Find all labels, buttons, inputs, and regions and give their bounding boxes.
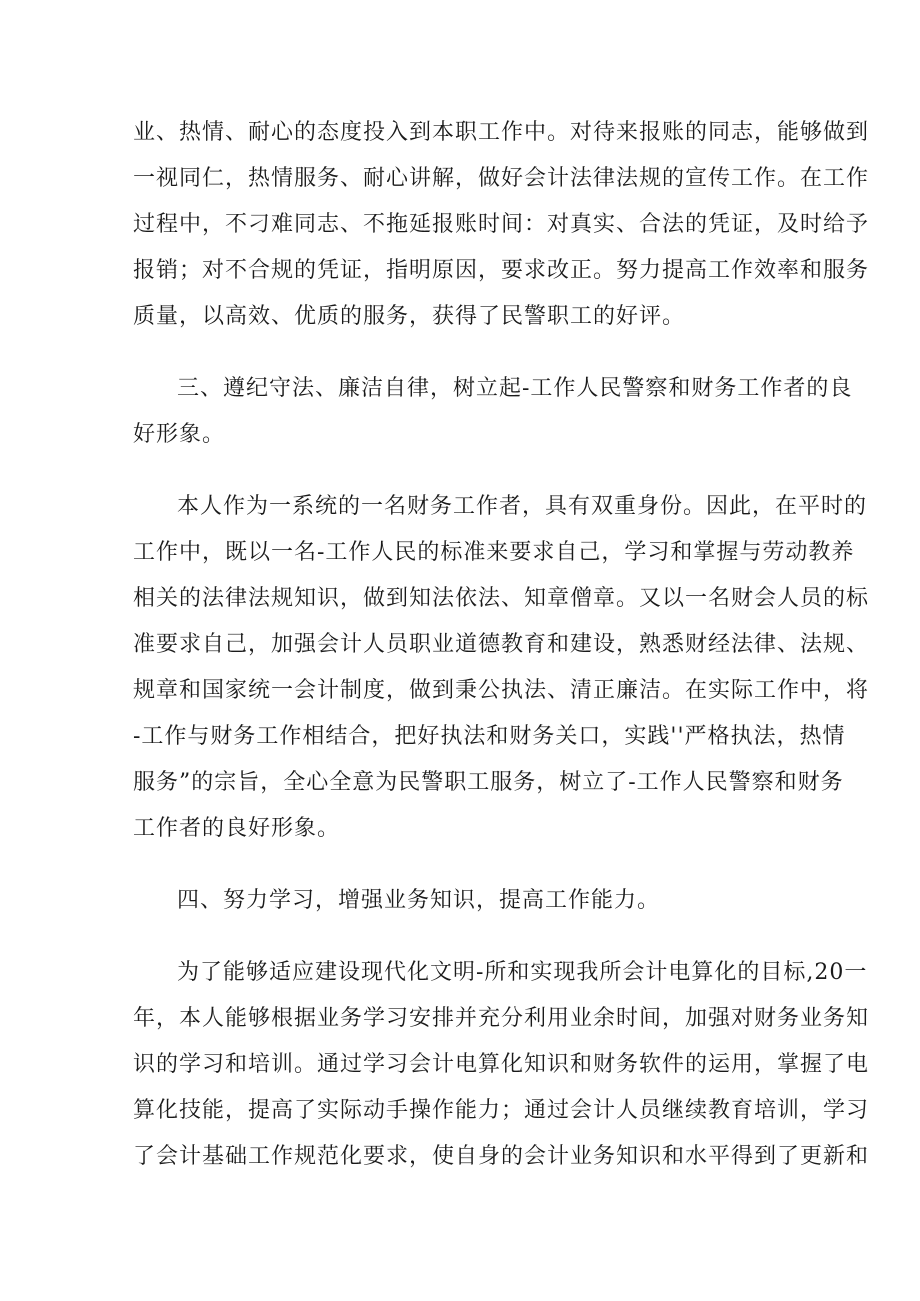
heading-section-four (133, 878, 788, 924)
text-line: 好形象。 (133, 422, 226, 447)
paragraph-learning (133, 950, 870, 1180)
text-line: 业、热情、耐心的态度投入到本职工作中。对待来报账的同志，能够做到 (133, 120, 870, 145)
text-line: 为了能够适应建设现代化文明-所和实现我所会计电算化的目标,20一 (177, 960, 868, 985)
text-line: 相关的法律法规知识，做到知法依法、知章僧章。又以一名财会人员的标 (133, 586, 870, 611)
document-body (133, 110, 870, 1180)
text-line: 服务”的宗旨，全心全意为民警职工服务，树立了-工作人民警察和财务 (133, 770, 844, 795)
paragraph-service-attitude (133, 110, 870, 340)
text-line: 识的学习和培训。通过学习会计电算化知识和财务软件的运用，掌握了电 (133, 1052, 870, 1077)
paragraph-gap (133, 458, 788, 484)
text-line: 四、努力学习，增强业务知识，提高工作能力。 (177, 888, 661, 913)
text-line: 准要求自己，加强会计人员职业道德教育和建设，熟悉财经法律、法规、 (133, 632, 870, 657)
paragraph-gap (133, 852, 788, 878)
heading-section-three (133, 366, 853, 458)
paragraph-gap (133, 340, 788, 366)
text-line: 本人作为一系统的一名财务工作者，具有双重身份。因此，在平时的 (177, 494, 868, 519)
text-line: 算化技能，提高了实际动手操作能力；通过会计人员继续教育培训，学习 (133, 1098, 870, 1123)
text-line: 过程中，不刁难同志、不拖延报账时间：对真实、合法的凭证，及时给予 (133, 212, 870, 237)
text-line: 质量，以高效、优质的服务，获得了民警职工的好评。 (133, 304, 686, 329)
text-line: 一视同仁，热情服务、耐心讲解，做好会计法律法规的宣传工作。在工作 (133, 166, 870, 191)
paragraph-dual-identity (133, 484, 870, 852)
text-line: 了会计基础工作规范化要求，使自身的会计业务知识和水平得到了更新和 (133, 1144, 870, 1169)
text-line: 工作者的良好形象。 (133, 816, 341, 841)
text-line: 年，本人能够根据业务学习安排并充分利用业余时间，加强对财务业务知 (133, 1006, 870, 1031)
text-line: 工作中，既以一名-工作人民的标准来要求自己，学习和掌握与劳动教养 (133, 540, 855, 565)
text-line: 三、遵纪守法、廉洁自律，树立起-工作人民警察和财务工作者的良 (177, 376, 853, 401)
paragraph-gap (133, 924, 788, 950)
text-line: 报销；对不合规的凭证，指明原因，要求改正。努力提高工作效率和服务 (133, 258, 870, 283)
text-line: 规章和国家统一会计制度，做到秉公执法、清正廉洁。在实际工作中，将 (133, 678, 870, 703)
text-line: -工作与财务工作相结合，把好执法和财务关口，实践''严格执法，热情 (133, 724, 846, 749)
